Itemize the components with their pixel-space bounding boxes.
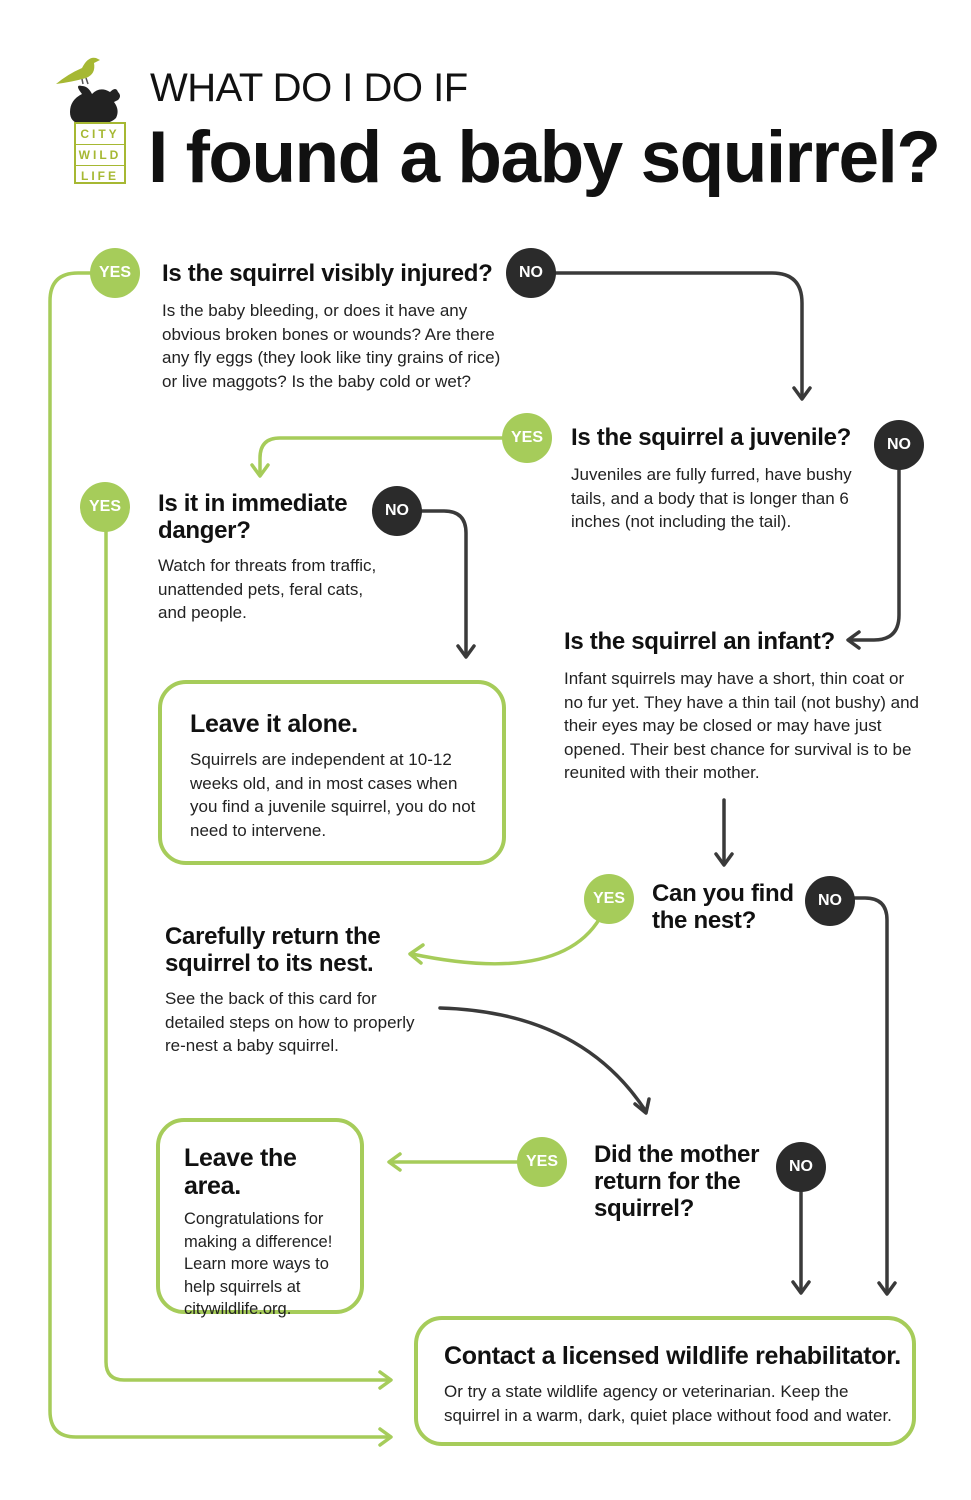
connector-return-mother bbox=[440, 1008, 645, 1110]
city-wildlife-logo bbox=[52, 50, 132, 190]
badge-injured-yes: YES bbox=[90, 248, 140, 298]
node-danger-description: Watch for threats from traffic, unattended pets, feral cats, and people. bbox=[158, 556, 377, 622]
result-leave-area-description: Congratulations for making a difference! Learn more ways to help squirrels at citywildlife.org. bbox=[184, 1210, 333, 1318]
node-infant-question: Is the squirrel an infant? bbox=[564, 628, 835, 655]
badge-danger-no: NO bbox=[372, 486, 422, 536]
result-leave-alone bbox=[158, 680, 506, 865]
badge-juvenile-no: NO bbox=[874, 420, 924, 470]
result-rehabilitator-description: Or try a state wildlife agency or veterinarian. Keep the squirrel in a warm, dark, quiet place without food and water. bbox=[444, 1382, 892, 1425]
node-return-nest bbox=[165, 923, 430, 1058]
connector-injured-no bbox=[556, 273, 802, 398]
badge-juvenile-yes: YES bbox=[502, 413, 552, 463]
logo-wordmark bbox=[74, 122, 126, 184]
badge-nest-no: NO bbox=[805, 876, 855, 926]
node-find-nest bbox=[652, 880, 802, 934]
badge-danger-yes: YES bbox=[80, 482, 130, 532]
logo-line-life: LIFE bbox=[81, 169, 119, 183]
node-injured-description: Is the baby bleeding, or does it have any obvious broken bones or wounds? Are there any fly eggs (they look like tiny grains of rice) or live maggots? Is the baby cold or wet? bbox=[162, 301, 501, 391]
result-rehabilitator-title: Contact a licensed wildlife rehabilitator. bbox=[444, 1342, 901, 1370]
node-danger bbox=[158, 490, 388, 625]
node-mother bbox=[594, 1141, 764, 1222]
badge-mother-no: NO bbox=[776, 1142, 826, 1192]
logo-line-city: CITY bbox=[76, 124, 124, 145]
node-juvenile bbox=[571, 424, 866, 534]
node-find-nest-question: Can you find the nest? bbox=[652, 880, 794, 934]
bird-squirrel-icon bbox=[52, 50, 132, 125]
node-juvenile-question: Is the squirrel a juvenile? bbox=[571, 424, 851, 451]
node-injured bbox=[162, 260, 507, 393]
node-infant-description: Infant squirrels may have a short, thin coat or no fur yet. They have a thin tail (not bushy) and their eyes may be closed or may have just opened. Their best chance for survival is to be reunited with their mother. bbox=[564, 669, 920, 782]
page-title: I found a baby squirrel? bbox=[148, 117, 940, 198]
page-pretitle: WHAT DO I DO IF bbox=[150, 66, 468, 110]
badge-mother-yes: YES bbox=[517, 1137, 567, 1187]
badge-injured-no: NO bbox=[506, 248, 556, 298]
result-leave-area bbox=[156, 1118, 364, 1318]
result-leave-area-title: Leave the area. bbox=[184, 1144, 297, 1200]
result-leave-alone-description: Squirrels are independent at 10-12 weeks old, and in most cases when you find a juvenile squirrel, you do not need to intervene. bbox=[190, 750, 476, 840]
result-leave-alone-title: Leave it alone. bbox=[190, 710, 358, 738]
connector-nest-no bbox=[855, 898, 887, 1293]
badge-nest-yes: YES bbox=[584, 874, 634, 924]
connector-nest-yes bbox=[412, 918, 600, 964]
node-infant bbox=[564, 628, 924, 785]
connector-juvenile-yes bbox=[260, 438, 502, 474]
node-injured-question: Is the squirrel visibly injured? bbox=[162, 260, 493, 287]
node-danger-question: Is it in immediate danger? bbox=[158, 490, 348, 544]
node-return-nest-description: See the back of this card for detailed steps on how to properly re-nest a baby squirrel. bbox=[165, 989, 415, 1055]
node-mother-question: Did the mother return for the squirrel? bbox=[594, 1141, 760, 1222]
connector-danger-no bbox=[422, 511, 466, 656]
result-rehabilitator bbox=[414, 1316, 916, 1446]
node-juvenile-description: Juveniles are fully furred, have bushy tails, and a body that is longer than 6 inches (not including the tail). bbox=[571, 465, 852, 531]
node-return-nest-question: Carefully return the squirrel to its nest. bbox=[165, 923, 381, 977]
logo-line-wild: WILD bbox=[76, 145, 124, 166]
